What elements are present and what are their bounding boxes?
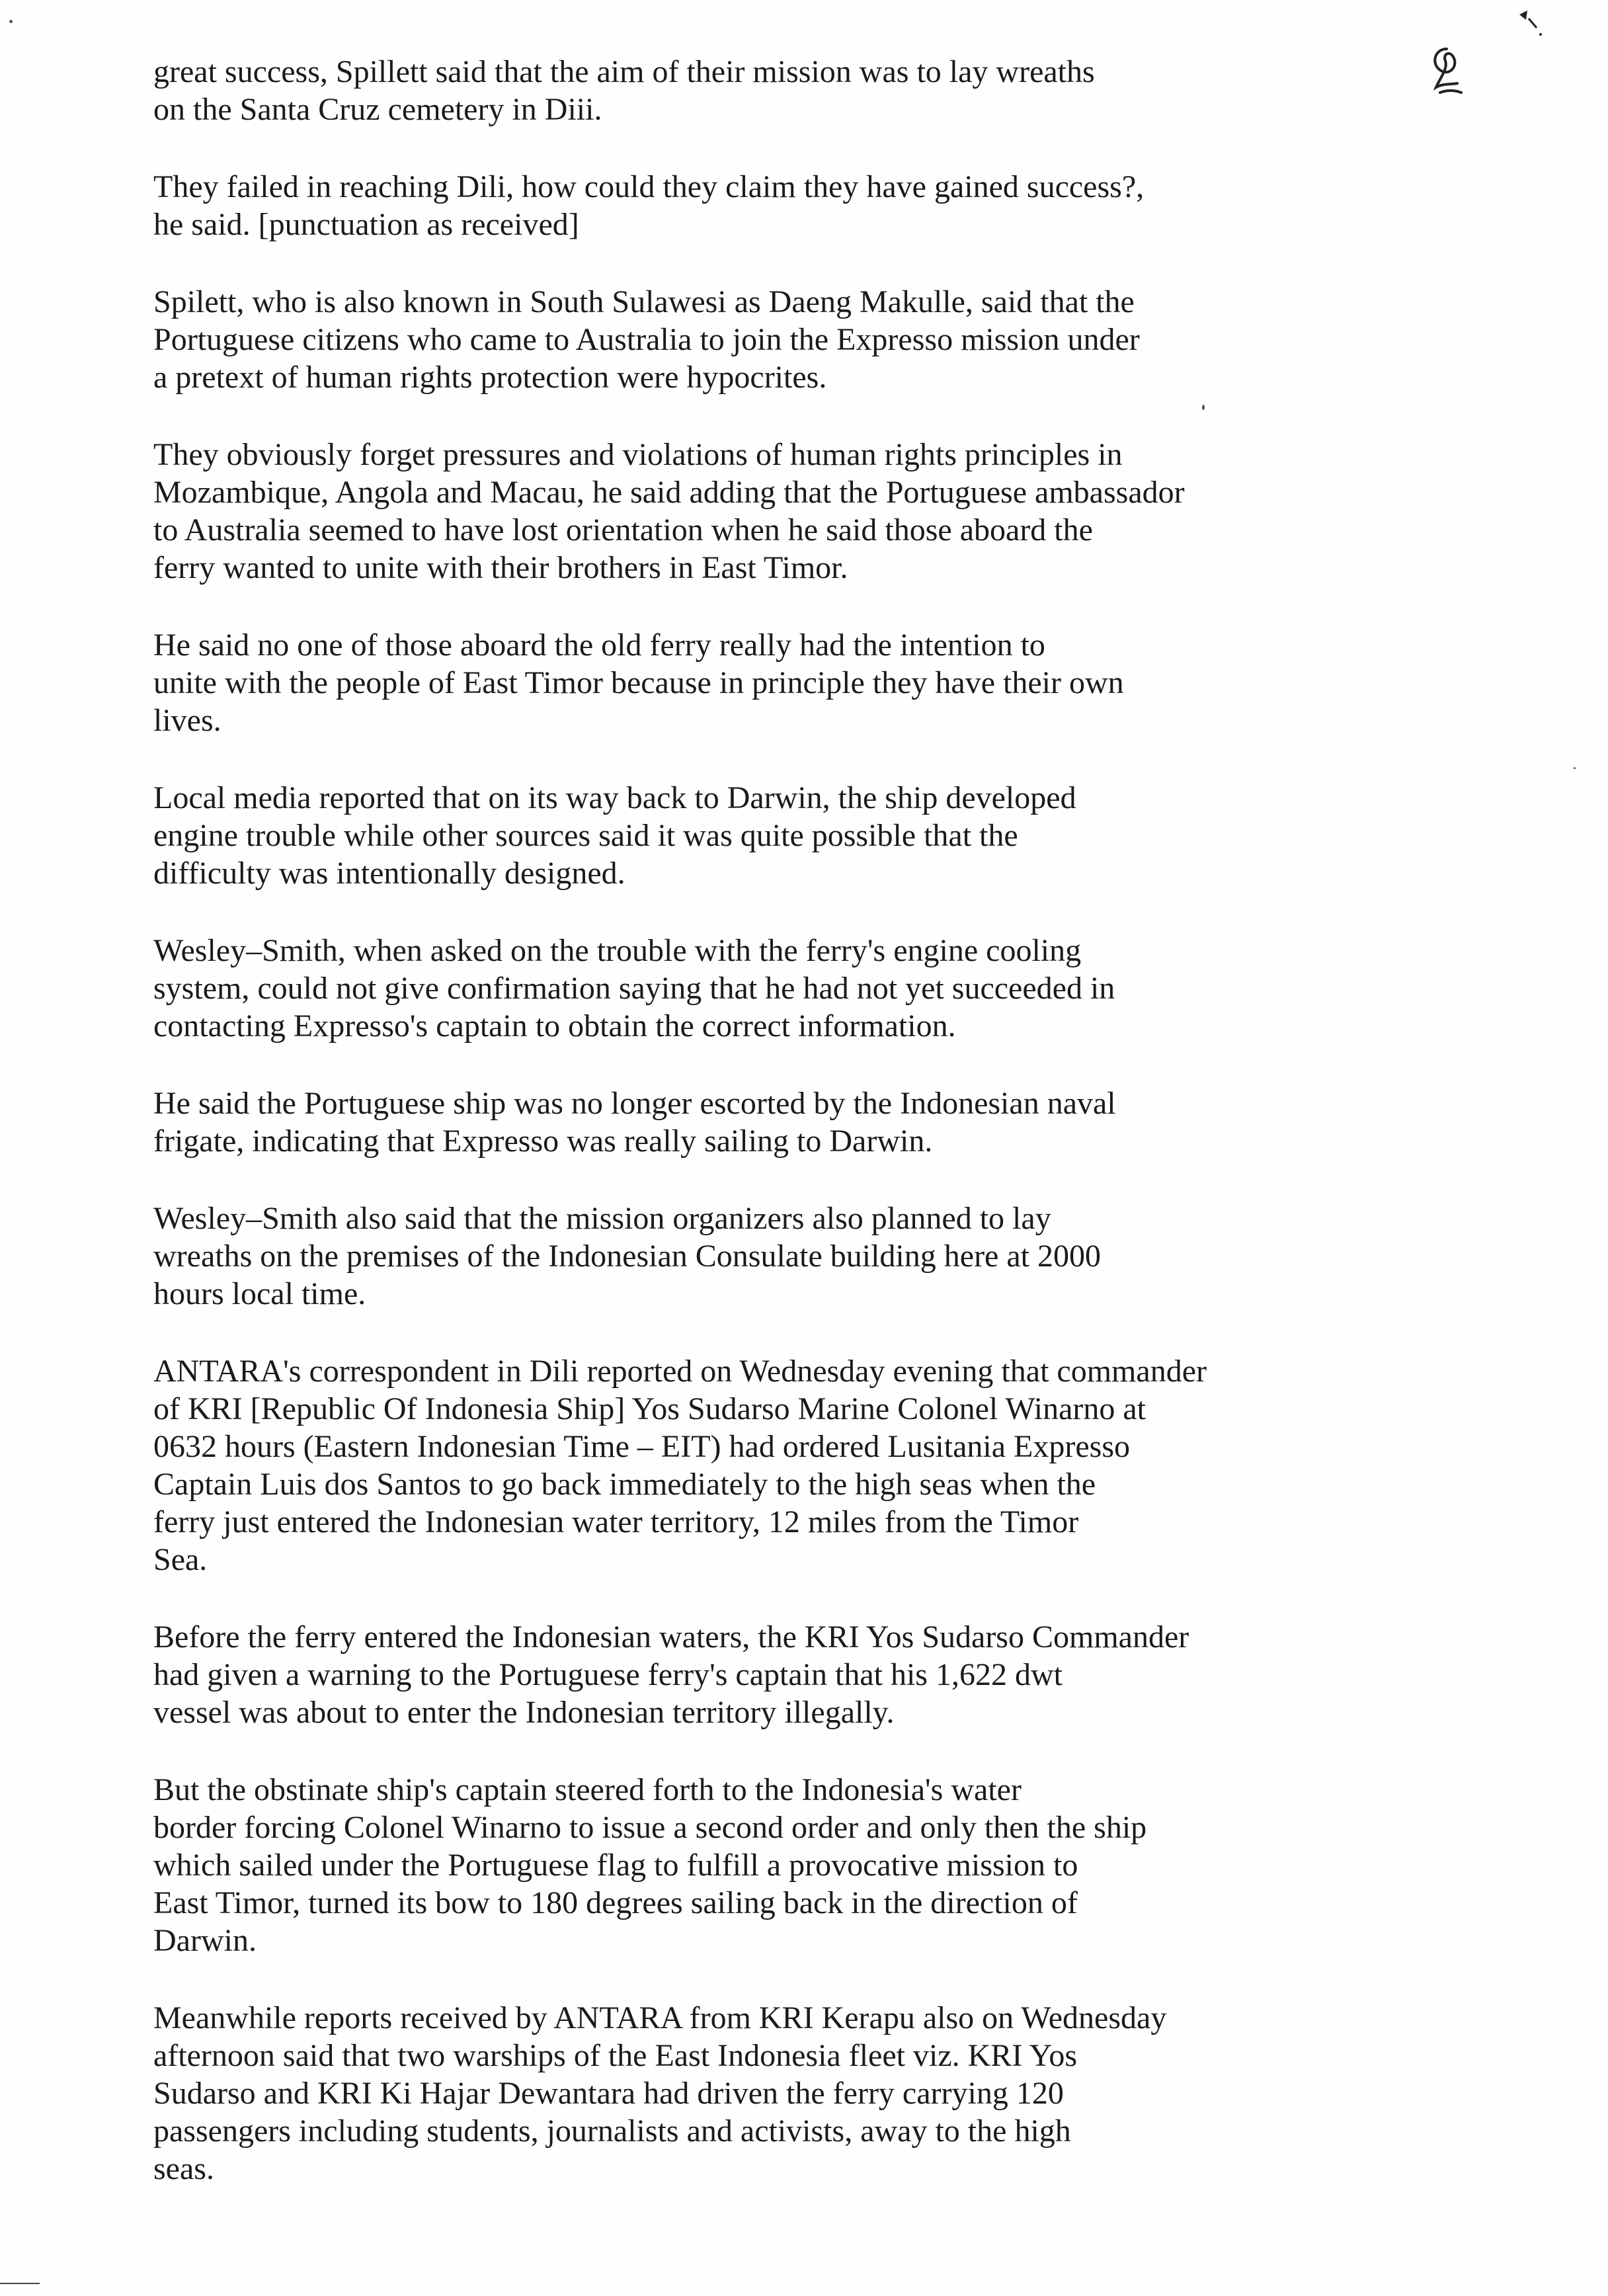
text-line: ANTARA's correspondent in Dili reported on Wednesday evening that commander: [153, 1354, 1207, 1389]
text-line: afternoon said that two warships of the East Indonesia fleet viz. KRI Yos: [153, 2038, 1078, 2073]
text-line: He said the Portuguese ship was no longer escorted by the Indonesian naval: [153, 1086, 1116, 1121]
text-line: a pretext of human rights protection were hypocrites.: [153, 360, 827, 395]
text-line: Mozambique, Angola and Macau, he said adding that the Portuguese ambassador: [153, 475, 1185, 510]
handwritten-initial-icon: [1420, 37, 1473, 110]
paragraph: [153, 1200, 1330, 1313]
text-line: Meanwhile reports received by ANTARA from KRI Kerapu also on Wednesday: [153, 2000, 1167, 2035]
text-line: contacting Expresso's captain to obtain the correct information.: [153, 1008, 956, 1044]
text-line: frigate, indicating that Expresso was really sailing to Darwin.: [153, 1124, 933, 1159]
text-line: But the obstinate ship's captain steered forth to the Indonesia's water: [153, 1772, 1022, 1807]
text-line: lives.: [153, 703, 221, 738]
text-line: to Australia seemed to have lost orientation when he said those aboard the: [153, 512, 1093, 548]
paragraph: [153, 1771, 1330, 1959]
paragraph: [153, 1352, 1330, 1578]
text-line: Wesley–Smith, when asked on the trouble with the ferry's engine cooling: [153, 933, 1082, 968]
text-line: wreaths on the premises of the Indonesian Consulate building here at 2000: [153, 1239, 1101, 1274]
text-line: engine trouble while other sources said it was quite possible that the: [153, 818, 1018, 853]
paragraph: [153, 1618, 1330, 1731]
text-line: vessel was about to enter the Indonesian territory illegally.: [153, 1695, 895, 1730]
scan-edge-line: [0, 2283, 40, 2284]
text-line: unite with the people of East Timor because in principle they have their own: [153, 665, 1124, 700]
paragraph: [153, 1085, 1330, 1160]
text-line: Portuguese citizens who came to Australia to join the Expresso mission under: [153, 322, 1140, 357]
paragraph: [153, 53, 1330, 128]
paragraph: [153, 283, 1330, 396]
paragraph: [153, 779, 1330, 892]
text-line: had given a warning to the Portuguese ferry's captain that his 1,622 dwt: [153, 1657, 1063, 1692]
text-line: Sudarso and KRI Ki Hajar Dewantara had driven the ferry carrying 120: [153, 2076, 1064, 2111]
text-line: ferry wanted to unite with their brothers in East Timor.: [153, 550, 848, 585]
text-line: difficulty was intentionally designed.: [153, 856, 625, 891]
text-line: great success, Spillett said that the aim of their mission was to lay wreaths: [153, 54, 1095, 89]
text-line: on the Santa Cruz cemetery in Diii.: [153, 92, 602, 127]
text-line: passengers including students, journalists and activists, away to the high: [153, 2113, 1071, 2149]
document-body: [153, 53, 1330, 2227]
paragraph: [153, 626, 1330, 739]
scan-artifact: [1574, 767, 1576, 769]
text-line: Before the ferry entered the Indonesian waters, the KRI Yos Sudarso Commander: [153, 1620, 1189, 1655]
text-line: border forcing Colonel Winarno to issue a second order and only then the ship: [153, 1810, 1147, 1845]
pen-stroke-icon: [1514, 5, 1554, 45]
text-line: he said. [punctuation as received]: [153, 207, 579, 242]
text-line: 0632 hours (Eastern Indonesian Time – EIT) had ordered Lusitania Expresso: [153, 1429, 1131, 1464]
text-line: East Timor, turned its bow to 180 degrees sailing back in the direction of: [153, 1885, 1078, 1920]
text-line: They obviously forget pressures and violations of human rights principles in: [153, 437, 1123, 472]
scan-artifact: [9, 20, 13, 23]
paragraph: [153, 1999, 1330, 2188]
text-line: which sailed under the Portuguese flag to fulfill a provocative mission to: [153, 1848, 1078, 1883]
text-line: They failed in reaching Dili, how could they claim they have gained success?,: [153, 169, 1145, 204]
text-line: He said no one of those aboard the old ferry really had the intention to: [153, 628, 1045, 663]
paragraph: [153, 168, 1330, 243]
text-line: Captain Luis dos Santos to go back immediately to the high seas when the: [153, 1467, 1096, 1502]
text-line: Local media reported that on its way back to Darwin, the ship developed: [153, 780, 1076, 815]
text-line: Spilett, who is also known in South Sulawesi as Daeng Makulle, said that the: [153, 284, 1135, 319]
scan-artifact: [1202, 405, 1205, 410]
text-line: ferry just entered the Indonesian water territory, 12 miles from the Timor: [153, 1504, 1079, 1539]
text-line: of KRI [Republic Of Indonesia Ship] Yos Sudarso Marine Colonel Winarno at: [153, 1391, 1146, 1426]
text-line: seas.: [153, 2151, 214, 2186]
text-line: Sea.: [153, 1542, 208, 1577]
paragraph: [153, 932, 1330, 1045]
text-line: Wesley–Smith also said that the mission organizers also planned to lay: [153, 1201, 1051, 1236]
paragraph: [153, 436, 1330, 587]
text-line: Darwin.: [153, 1923, 257, 1958]
text-line: system, could not give confirmation saying that he had not yet succeeded in: [153, 971, 1115, 1006]
text-line: hours local time.: [153, 1276, 366, 1311]
